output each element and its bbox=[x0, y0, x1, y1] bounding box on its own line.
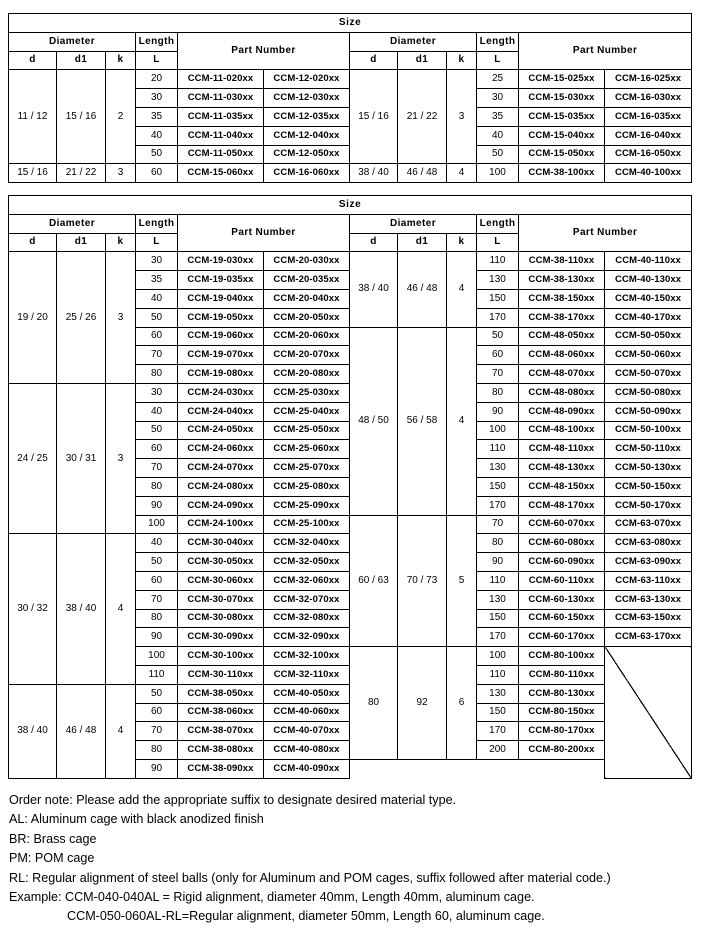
part-number-header: Part Number bbox=[178, 32, 350, 70]
diameter-header: Diameter bbox=[350, 32, 477, 51]
d1-cell: 25 / 26 bbox=[57, 252, 106, 384]
d1-cell: 46 / 48 bbox=[398, 164, 447, 183]
length-cell: 35 bbox=[136, 107, 178, 126]
part-number-cell: CCM-38-150xx bbox=[519, 289, 605, 308]
part-number-cell: CCM-80-100xx bbox=[519, 647, 605, 666]
d-cell: 19 / 20 bbox=[9, 252, 57, 384]
length-cell: 150 bbox=[477, 477, 519, 496]
part-number-cell: CCM-20-070xx bbox=[264, 346, 350, 365]
part-number-cell: CCM-60-130xx bbox=[519, 590, 605, 609]
part-number-cell: CCM-60-080xx bbox=[519, 534, 605, 553]
part-number-cell: CCM-24-080xx bbox=[178, 477, 264, 496]
length-cell: 110 bbox=[477, 252, 519, 271]
part-number-cell: CCM-30-060xx bbox=[178, 571, 264, 590]
length-cell: 40 bbox=[136, 402, 178, 421]
part-number-cell: CCM-24-030xx bbox=[178, 383, 264, 402]
length-cell: 130 bbox=[477, 684, 519, 703]
part-number-cell: CCM-15-050xx bbox=[519, 145, 605, 164]
length-cell: 130 bbox=[477, 459, 519, 478]
length-cell: 200 bbox=[477, 741, 519, 760]
part-number-cell: CCM-50-050xx bbox=[605, 327, 692, 346]
length-header: Length bbox=[136, 214, 178, 233]
k-cell: 5 bbox=[447, 515, 477, 647]
part-number-cell: CCM-15-030xx bbox=[519, 89, 605, 108]
length-cell: 60 bbox=[136, 440, 178, 459]
part-number-cell: CCM-40-150xx bbox=[605, 289, 692, 308]
part-number-cell: CCM-11-040xx bbox=[178, 126, 264, 145]
d-cell: 11 / 12 bbox=[9, 70, 57, 164]
d1-cell: 38 / 40 bbox=[57, 534, 106, 684]
table-title: Size bbox=[9, 14, 692, 33]
part-number-cell: CCM-38-090xx bbox=[178, 759, 264, 778]
part-number-cell: CCM-40-100xx bbox=[605, 164, 692, 183]
length-cell: 100 bbox=[477, 421, 519, 440]
length-cell: 150 bbox=[477, 609, 519, 628]
part-number-cell: CCM-48-050xx bbox=[519, 327, 605, 346]
part-number-cell: CCM-25-090xx bbox=[264, 496, 350, 515]
size-table-1 bbox=[8, 13, 692, 183]
order-notes bbox=[9, 791, 611, 927]
l-header: L bbox=[136, 233, 178, 252]
part-number-cell: CCM-63-150xx bbox=[605, 609, 692, 628]
d1-header: d1 bbox=[398, 233, 447, 252]
d1-cell: 46 / 48 bbox=[57, 684, 106, 778]
length-cell: 100 bbox=[136, 647, 178, 666]
k-header: k bbox=[106, 233, 136, 252]
d-cell: 80 bbox=[350, 647, 398, 760]
length-cell: 30 bbox=[136, 89, 178, 108]
part-number-cell: CCM-19-070xx bbox=[178, 346, 264, 365]
length-cell: 100 bbox=[477, 164, 519, 183]
d-cell: 15 / 16 bbox=[9, 164, 57, 183]
part-number-cell: CCM-24-070xx bbox=[178, 459, 264, 478]
part-number-cell: CCM-38-170xx bbox=[519, 308, 605, 327]
part-number-cell: CCM-38-130xx bbox=[519, 271, 605, 290]
part-number-cell: CCM-40-130xx bbox=[605, 271, 692, 290]
part-number-cell: CCM-25-050xx bbox=[264, 421, 350, 440]
length-cell: 80 bbox=[136, 741, 178, 760]
k-cell: 4 bbox=[106, 684, 136, 778]
length-cell: 50 bbox=[136, 308, 178, 327]
d-cell: 38 / 40 bbox=[350, 252, 398, 327]
part-number-cell: CCM-19-030xx bbox=[178, 252, 264, 271]
d-header: d bbox=[350, 233, 398, 252]
part-number-cell: CCM-80-170xx bbox=[519, 722, 605, 741]
part-number-cell: CCM-20-050xx bbox=[264, 308, 350, 327]
part-number-cell: CCM-30-080xx bbox=[178, 609, 264, 628]
length-cell: 30 bbox=[136, 383, 178, 402]
part-number-cell: CCM-48-070xx bbox=[519, 365, 605, 384]
length-cell: 170 bbox=[477, 722, 519, 741]
table-body bbox=[9, 70, 692, 183]
d1-cell: 92 bbox=[398, 647, 447, 760]
k-cell: 4 bbox=[447, 252, 477, 327]
length-cell: 40 bbox=[136, 126, 178, 145]
part-number-cell: CCM-60-110xx bbox=[519, 571, 605, 590]
length-cell: 110 bbox=[136, 665, 178, 684]
d-cell: 24 / 25 bbox=[9, 383, 57, 533]
d-cell: 15 / 16 bbox=[350, 70, 398, 164]
length-cell: 70 bbox=[136, 459, 178, 478]
length-cell: 90 bbox=[136, 628, 178, 647]
part-number-cell: CCM-15-060xx bbox=[178, 164, 264, 183]
part-number-cell: CCM-19-040xx bbox=[178, 289, 264, 308]
part-number-cell: CCM-48-110xx bbox=[519, 440, 605, 459]
part-number-cell: CCM-50-150xx bbox=[605, 477, 692, 496]
part-number-cell: CCM-20-060xx bbox=[264, 327, 350, 346]
k-cell: 3 bbox=[447, 70, 477, 164]
part-number-cell: CCM-40-110xx bbox=[605, 252, 692, 271]
k-cell: 6 bbox=[447, 647, 477, 760]
k-cell: 3 bbox=[106, 164, 136, 183]
d1-cell: 21 / 22 bbox=[57, 164, 106, 183]
part-number-cell: CCM-32-090xx bbox=[264, 628, 350, 647]
part-number-cell: CCM-15-040xx bbox=[519, 126, 605, 145]
part-number-cell: CCM-15-025xx bbox=[519, 70, 605, 89]
part-number-cell: CCM-30-040xx bbox=[178, 534, 264, 553]
part-number-cell: CCM-11-030xx bbox=[178, 89, 264, 108]
length-cell: 70 bbox=[136, 346, 178, 365]
length-cell: 60 bbox=[136, 164, 178, 183]
part-number-cell: CCM-32-110xx bbox=[264, 665, 350, 684]
table-row bbox=[9, 164, 692, 183]
part-number-cell: CCM-48-080xx bbox=[519, 383, 605, 402]
length-cell: 70 bbox=[477, 365, 519, 384]
diameter-header: Diameter bbox=[350, 214, 477, 233]
part-number-cell: CCM-48-100xx bbox=[519, 421, 605, 440]
part-number-cell: CCM-25-100xx bbox=[264, 515, 350, 534]
part-number-cell: CCM-25-040xx bbox=[264, 402, 350, 421]
k-header: k bbox=[447, 233, 477, 252]
length-cell: 100 bbox=[477, 647, 519, 666]
length-cell: 110 bbox=[477, 440, 519, 459]
d-header: d bbox=[350, 51, 398, 70]
d-cell: 38 / 40 bbox=[9, 684, 57, 778]
length-cell: 40 bbox=[136, 289, 178, 308]
part-number-cell: CCM-50-100xx bbox=[605, 421, 692, 440]
part-number-cell: CCM-40-090xx bbox=[264, 759, 350, 778]
k-header: k bbox=[447, 51, 477, 70]
part-number-cell: CCM-48-090xx bbox=[519, 402, 605, 421]
d1-cell: 21 / 22 bbox=[398, 70, 447, 164]
part-number-cell: CCM-80-150xx bbox=[519, 703, 605, 722]
part-number-cell: CCM-24-040xx bbox=[178, 402, 264, 421]
part-number-cell: CCM-40-080xx bbox=[264, 741, 350, 760]
part-number-cell: CCM-32-040xx bbox=[264, 534, 350, 553]
part-number-cell: CCM-25-070xx bbox=[264, 459, 350, 478]
length-cell: 50 bbox=[136, 421, 178, 440]
d1-cell: 70 / 73 bbox=[398, 515, 447, 647]
k-header: k bbox=[106, 51, 136, 70]
part-number-cell: CCM-38-080xx bbox=[178, 741, 264, 760]
length-cell: 100 bbox=[136, 515, 178, 534]
part-number-cell: CCM-60-070xx bbox=[519, 515, 605, 534]
part-number-cell: CCM-25-080xx bbox=[264, 477, 350, 496]
part-number-header: Part Number bbox=[519, 32, 692, 70]
l-header: L bbox=[477, 233, 519, 252]
length-cell: 20 bbox=[136, 70, 178, 89]
length-cell: 80 bbox=[136, 365, 178, 384]
part-number-cell: CCM-50-130xx bbox=[605, 459, 692, 478]
part-number-cell: CCM-63-090xx bbox=[605, 553, 692, 572]
part-number-cell: CCM-24-060xx bbox=[178, 440, 264, 459]
length-cell: 90 bbox=[136, 496, 178, 515]
part-number-cell: CCM-40-070xx bbox=[264, 722, 350, 741]
d1-cell: 30 / 31 bbox=[57, 383, 106, 533]
length-cell: 110 bbox=[477, 665, 519, 684]
d1-cell: 56 / 58 bbox=[398, 327, 447, 515]
length-header: Length bbox=[477, 214, 519, 233]
part-number-cell: CCM-32-080xx bbox=[264, 609, 350, 628]
part-number-cell: CCM-32-100xx bbox=[264, 647, 350, 666]
length-cell: 40 bbox=[477, 126, 519, 145]
part-number-cell: CCM-12-020xx bbox=[264, 70, 350, 89]
part-number-cell: CCM-80-110xx bbox=[519, 665, 605, 684]
part-number-cell: CCM-38-050xx bbox=[178, 684, 264, 703]
k-cell: 4 bbox=[447, 164, 477, 183]
part-number-cell: CCM-11-020xx bbox=[178, 70, 264, 89]
part-number-cell: CCM-16-060xx bbox=[264, 164, 350, 183]
part-number-cell: CCM-20-030xx bbox=[264, 252, 350, 271]
example-1: Example: CCM-040-040AL = Rigid alignment, diameter 40mm, Length 40mm, aluminum cage. bbox=[9, 890, 535, 905]
length-cell: 60 bbox=[136, 703, 178, 722]
part-number-cell: CCM-20-035xx bbox=[264, 271, 350, 290]
part-number-cell: CCM-16-025xx bbox=[605, 70, 692, 89]
length-cell: 110 bbox=[477, 571, 519, 590]
length-cell: 170 bbox=[477, 496, 519, 515]
part-number-cell: CCM-12-040xx bbox=[264, 126, 350, 145]
length-cell: 80 bbox=[136, 477, 178, 496]
note-rl: RL: Regular alignment of steel balls (only for Aluminum and POM cages, suffix followed after material code.) bbox=[9, 870, 611, 885]
part-number-cell: CCM-15-035xx bbox=[519, 107, 605, 126]
d-cell: 48 / 50 bbox=[350, 327, 398, 515]
part-number-cell: CCM-63-170xx bbox=[605, 628, 692, 647]
length-cell: 50 bbox=[477, 327, 519, 346]
part-number-cell: CCM-19-050xx bbox=[178, 308, 264, 327]
part-number-cell: CCM-16-030xx bbox=[605, 89, 692, 108]
length-cell: 150 bbox=[477, 289, 519, 308]
part-number-cell: CCM-30-100xx bbox=[178, 647, 264, 666]
part-number-cell: CCM-60-170xx bbox=[519, 628, 605, 647]
part-number-cell: CCM-60-090xx bbox=[519, 553, 605, 572]
part-number-cell: CCM-20-040xx bbox=[264, 289, 350, 308]
diameter-header: Diameter bbox=[9, 32, 136, 51]
length-cell: 50 bbox=[477, 145, 519, 164]
part-number-cell: CCM-80-130xx bbox=[519, 684, 605, 703]
length-cell: 80 bbox=[477, 383, 519, 402]
part-number-cell: CCM-32-060xx bbox=[264, 571, 350, 590]
d-cell: 38 / 40 bbox=[350, 164, 398, 183]
k-cell: 2 bbox=[106, 70, 136, 164]
part-number-cell: CCM-32-070xx bbox=[264, 590, 350, 609]
length-cell: 80 bbox=[136, 609, 178, 628]
part-number-cell: CCM-19-080xx bbox=[178, 365, 264, 384]
length-cell: 80 bbox=[477, 534, 519, 553]
part-number-cell: CCM-60-150xx bbox=[519, 609, 605, 628]
part-number-cell: CCM-11-050xx bbox=[178, 145, 264, 164]
part-number-cell: CCM-16-040xx bbox=[605, 126, 692, 145]
part-number-cell: CCM-16-050xx bbox=[605, 145, 692, 164]
part-number-cell: CCM-48-060xx bbox=[519, 346, 605, 365]
note-pm: PM: POM cage bbox=[9, 851, 95, 866]
part-number-cell: CCM-63-110xx bbox=[605, 571, 692, 590]
k-cell: 4 bbox=[106, 534, 136, 684]
d1-header: d1 bbox=[57, 233, 106, 252]
note-br: BR: Brass cage bbox=[9, 831, 97, 846]
length-cell: 50 bbox=[136, 553, 178, 572]
length-cell: 35 bbox=[477, 107, 519, 126]
part-number-cell: CCM-12-050xx bbox=[264, 145, 350, 164]
k-cell: 3 bbox=[106, 252, 136, 384]
length-cell: 70 bbox=[477, 515, 519, 534]
table-title: Size bbox=[9, 196, 692, 215]
part-number-cell: CCM-30-050xx bbox=[178, 553, 264, 572]
d-cell: 60 / 63 bbox=[350, 515, 398, 647]
d1-cell: 15 / 16 bbox=[57, 70, 106, 164]
part-number-cell: CCM-12-035xx bbox=[264, 107, 350, 126]
length-cell: 30 bbox=[477, 89, 519, 108]
length-cell: 40 bbox=[136, 534, 178, 553]
d1-cell: 46 / 48 bbox=[398, 252, 447, 327]
part-number-cell: CCM-40-060xx bbox=[264, 703, 350, 722]
length-cell: 35 bbox=[136, 271, 178, 290]
part-number-cell: CCM-32-050xx bbox=[264, 553, 350, 572]
order-note: Order note: Please add the appropriate suffix to designate desired material type. bbox=[9, 793, 457, 807]
part-number-cell: CCM-30-070xx bbox=[178, 590, 264, 609]
note-al: AL: Aluminum cage with black anodized finish bbox=[9, 812, 264, 827]
part-number-cell: CCM-25-060xx bbox=[264, 440, 350, 459]
l-header: L bbox=[477, 51, 519, 70]
l-header: L bbox=[136, 51, 178, 70]
part-number-cell: CCM-50-170xx bbox=[605, 496, 692, 515]
length-header: Length bbox=[477, 32, 519, 51]
part-number-cell: CCM-16-035xx bbox=[605, 107, 692, 126]
part-number-cell: CCM-24-100xx bbox=[178, 515, 264, 534]
part-number-cell: CCM-63-130xx bbox=[605, 590, 692, 609]
k-cell: 4 bbox=[447, 327, 477, 515]
part-number-cell: CCM-63-070xx bbox=[605, 515, 692, 534]
part-number-cell: CCM-30-090xx bbox=[178, 628, 264, 647]
part-number-header: Part Number bbox=[519, 214, 692, 252]
part-number-cell: CCM-20-080xx bbox=[264, 365, 350, 384]
part-number-cell: CCM-38-060xx bbox=[178, 703, 264, 722]
part-number-cell: CCM-48-170xx bbox=[519, 496, 605, 515]
length-cell: 50 bbox=[136, 145, 178, 164]
diameter-header: Diameter bbox=[9, 214, 136, 233]
part-number-cell: CCM-40-170xx bbox=[605, 308, 692, 327]
length-cell: 70 bbox=[136, 722, 178, 741]
part-number-cell: CCM-24-090xx bbox=[178, 496, 264, 515]
length-cell: 25 bbox=[477, 70, 519, 89]
part-number-cell: CCM-48-150xx bbox=[519, 477, 605, 496]
part-number-header: Part Number bbox=[178, 214, 350, 252]
part-number-cell: CCM-12-030xx bbox=[264, 89, 350, 108]
length-cell: 30 bbox=[136, 252, 178, 271]
part-number-cell: CCM-40-050xx bbox=[264, 684, 350, 703]
length-cell: 70 bbox=[136, 590, 178, 609]
length-cell: 90 bbox=[136, 759, 178, 778]
table-row bbox=[9, 252, 692, 271]
length-cell: 60 bbox=[477, 346, 519, 365]
length-cell: 130 bbox=[477, 590, 519, 609]
part-number-cell: CCM-38-110xx bbox=[519, 252, 605, 271]
part-number-cell: CCM-38-100xx bbox=[519, 164, 605, 183]
d-header: d bbox=[9, 51, 57, 70]
part-number-cell: CCM-24-050xx bbox=[178, 421, 264, 440]
table-body bbox=[9, 252, 692, 778]
part-number-cell: CCM-50-080xx bbox=[605, 383, 692, 402]
part-number-cell: CCM-19-035xx bbox=[178, 271, 264, 290]
part-number-cell: CCM-50-090xx bbox=[605, 402, 692, 421]
length-cell: 150 bbox=[477, 703, 519, 722]
part-number-cell: CCM-80-200xx bbox=[519, 741, 605, 760]
d1-header: d1 bbox=[57, 51, 106, 70]
part-number-cell: CCM-25-030xx bbox=[264, 383, 350, 402]
d1-header: d1 bbox=[398, 51, 447, 70]
length-cell: 130 bbox=[477, 271, 519, 290]
size-table-2 bbox=[8, 195, 692, 779]
length-cell: 60 bbox=[136, 327, 178, 346]
length-cell: 170 bbox=[477, 308, 519, 327]
part-number-cell: CCM-50-070xx bbox=[605, 365, 692, 384]
k-cell: 3 bbox=[106, 383, 136, 533]
length-cell: 90 bbox=[477, 402, 519, 421]
part-number-cell: CCM-30-110xx bbox=[178, 665, 264, 684]
length-header: Length bbox=[136, 32, 178, 51]
part-number-cell: CCM-50-060xx bbox=[605, 346, 692, 365]
part-number-cell: CCM-63-080xx bbox=[605, 534, 692, 553]
d-header: d bbox=[9, 233, 57, 252]
part-number-cell: CCM-38-070xx bbox=[178, 722, 264, 741]
length-cell: 90 bbox=[477, 553, 519, 572]
empty-cell bbox=[350, 759, 692, 778]
part-number-cell: CCM-50-110xx bbox=[605, 440, 692, 459]
part-number-cell: CCM-11-035xx bbox=[178, 107, 264, 126]
length-cell: 50 bbox=[136, 684, 178, 703]
part-number-cell: CCM-19-060xx bbox=[178, 327, 264, 346]
length-cell: 170 bbox=[477, 628, 519, 647]
table-row bbox=[9, 70, 692, 89]
part-number-cell: CCM-48-130xx bbox=[519, 459, 605, 478]
length-cell: 60 bbox=[136, 571, 178, 590]
example-2: CCM-050-060AL-RL=Regular alignment, diameter 50mm, Length 60, aluminum cage. bbox=[67, 909, 545, 924]
d-cell: 30 / 32 bbox=[9, 534, 57, 684]
